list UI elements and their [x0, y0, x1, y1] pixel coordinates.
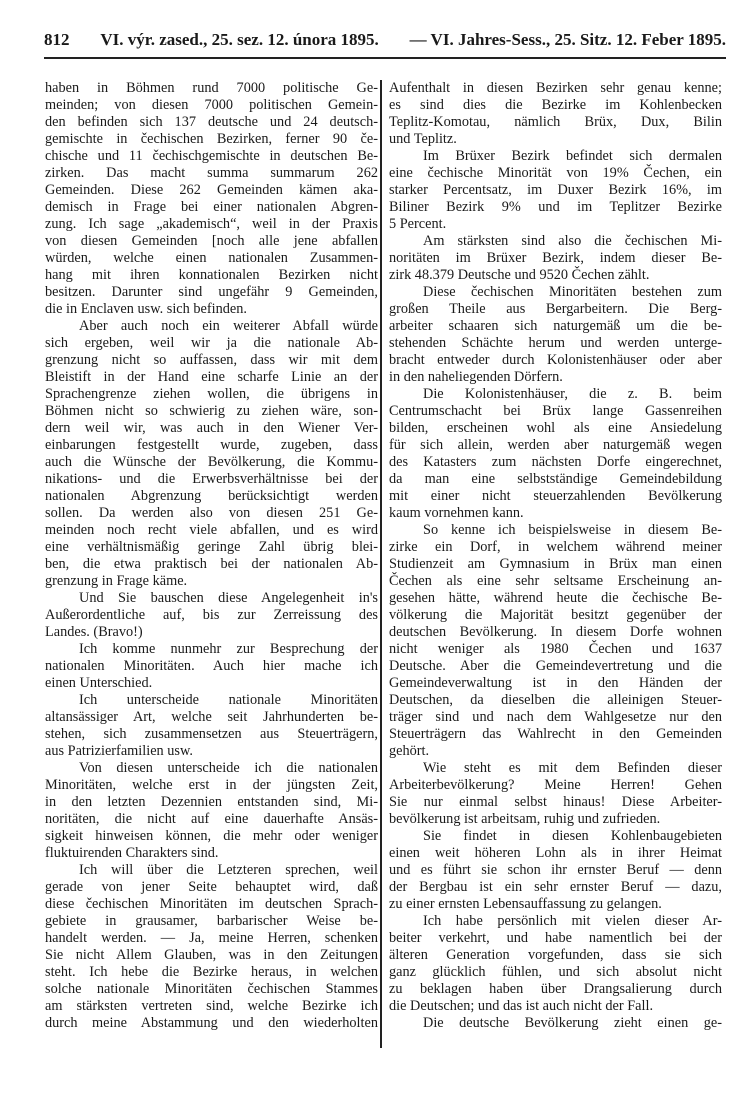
text-line: für sich allein, werden aber naturgemäß wegen: [389, 437, 722, 453]
text-line: demisch in Frage bei einer nationalen Abgren-: [45, 199, 378, 215]
text-line: grenzung in Frage käme.: [45, 573, 188, 589]
paragraph: [45, 318, 378, 590]
text-line: So kenne ich beispielsweise in diesem Be-: [423, 522, 722, 538]
paragraph: [389, 284, 722, 386]
text-line: nicht weniger als 1980 Čechen und 1637: [389, 641, 722, 657]
text-line: bracht entweder durch Kolonistenhäuser oder aber: [389, 352, 722, 368]
right-column: [389, 80, 722, 1032]
text-line: den befinden sich 137 deutsche und 24 deutsch-: [45, 114, 378, 130]
text-line: Centrumschacht bei Brüx lange Gassenreihen: [389, 403, 722, 419]
text-line: zu einer ernsten Lebensauffassung zu gelangen.: [389, 896, 662, 912]
paragraph: [45, 760, 378, 862]
header-rule: [44, 57, 726, 59]
text-line: zirken. Das macht summa summarum 262: [45, 165, 378, 181]
paragraph: [389, 913, 722, 1015]
paragraph: [389, 1015, 722, 1032]
text-line: zirk 48.379 Deutsche und 9520 Čechen zählt.: [389, 267, 650, 283]
text-line: besitzen. Darunter sind ungefähr 9 Gemeinden,: [45, 284, 378, 300]
text-line: Diese čechischen Minoritäten bestehen zum: [423, 284, 722, 300]
text-line: zu beklagen haben über Drangsalierung durch: [389, 981, 722, 997]
text-line: 5 Percent.: [389, 216, 447, 232]
text-line: Deutsche. Aber die Gemeindevertretung und die: [389, 658, 722, 674]
text-line: gebiete in grausamer, barbarischer Weise be-: [45, 913, 378, 929]
text-line: mit einer nicht steuerzahlenden Bevölkerung: [389, 488, 722, 504]
text-line: Wie steht es mit dem Befinden dieser: [423, 760, 722, 776]
text-line: Čechen als eine sehr seltsame Erscheinung an-: [389, 573, 722, 589]
text-line: Außerordentliche auf, bis zur Zerreissung des: [45, 607, 378, 623]
text-line: der Bergbau ist ein sehr ernster Beruf — dazu,: [389, 879, 722, 895]
text-line: Aufenthalt in diesen Bezirken sehr genau kenne;: [389, 80, 722, 96]
text-line: nikations- und die Erwerbsverhältnisse bei der: [45, 471, 378, 487]
paragraph: [389, 522, 722, 760]
header-czech: VI. výr. zased., 25. sez. 12. února 1895.: [100, 30, 379, 49]
text-line: stehen, sich zusammensetzen aus Steuerträgern,: [45, 726, 378, 742]
text-line: von diesen Gemeinden [noch alle jene abfallen: [45, 233, 378, 249]
text-line: da man eine selbstständige Gemeindebildung: [389, 471, 722, 487]
text-line: Aber auch noch ein weiterer Abfall würde: [79, 318, 378, 334]
text-line: Deutschen, da dieselben die alleinigen Steuer-: [389, 692, 722, 708]
text-line: Die Kolonistenhäuser, die z. B. beim: [423, 386, 722, 402]
text-line: einbarungen festgestellt wurde, zugeben, dass: [45, 437, 378, 453]
paragraph: [389, 233, 722, 284]
text-line: Biliner Bezirk 9% und im Teplitzer Bezirke: [389, 199, 722, 215]
text-line: durch meine Abstammung und den wiederholten: [45, 1015, 378, 1031]
text-line: dern weil wir, was auch in den Wiener Ver-: [45, 420, 378, 436]
text-line: Minoritäten, welche erst in der jüngsten Zeit,: [45, 777, 378, 793]
text-line: stehenden Schächte herum und werden unterge-: [389, 335, 722, 351]
text-line: gesehen hätte, während heute die čechische Be-: [389, 590, 722, 606]
text-line: bevölkerung ist arbeitsam, ruhig und zufrieden.: [389, 811, 661, 827]
text-line: steht. Ich hebe die Bezirke heraus, in welchen: [45, 964, 378, 980]
text-line: Sprachengrenze ziehen wollen, die übrigens in: [45, 386, 378, 402]
text-line: deutschen Bevölkerung. In diesem Dorfe wohnen: [389, 624, 722, 640]
paragraph: [389, 148, 722, 233]
text-line: in den letzten Dezennien entstanden sind, Mi-: [45, 794, 378, 810]
text-line: zirke ein Dorf, in welchem während meiner: [389, 539, 722, 555]
text-line: Böhmen nicht so schwierig zu ziehen wäre, son-: [45, 403, 378, 419]
text-line: haben in Böhmen rund 7000 politische Ge-: [45, 80, 378, 96]
text-line: träger sind und nach dem Wahlgesetze nur den: [389, 709, 722, 725]
text-line: grenzung nicht so auffassen, dass wir mit dem: [45, 352, 378, 368]
text-line: und Teplitz.: [389, 131, 457, 147]
text-line: diese čechischen Minoritäten im deutschen Sprach-: [45, 896, 378, 912]
text-line: Die deutsche Bevölkerung zieht einen ge-: [423, 1015, 722, 1031]
left-column: [45, 80, 378, 1032]
text-line: einen weit höheren Lohn als in ihrer Heimat: [389, 845, 722, 861]
text-line: kaum vornehmen kann.: [389, 505, 524, 521]
text-line: solche nationale Minoritäten čechischen Stammes: [45, 981, 378, 997]
text-line: meinden; von diesen 7000 politischen Gemein-: [45, 97, 378, 113]
text-line: eine čechische Minorität von 19% Čechen, ein: [389, 165, 722, 181]
text-line: Studienzeit am Gymnasium in Brüx man einen: [389, 556, 722, 572]
text-line: nationalen Abgrenzung berücksichtigt werden: [45, 488, 378, 504]
text-line: meinden noch recht viele abfallen, und es wird: [45, 522, 378, 538]
text-line: altansässiger Art, welche seit Jahrhunderten be-: [45, 709, 378, 725]
text-line: Am stärksten sind also die čechischen Mi-: [423, 233, 722, 249]
text-line: einen Unterschied.: [45, 675, 153, 691]
text-line: die in Enclaven usw. sich befinden.: [45, 301, 247, 317]
text-line: Gemeinden. Diese 262 Gemeinden kämen aka-: [45, 182, 378, 198]
paragraph: [389, 80, 722, 148]
text-line: Sie nicht Allem Glauben, was in den Zeitungen: [45, 947, 378, 963]
text-line: fluktuirenden Charakters sind.: [45, 845, 219, 861]
paragraph: [389, 828, 722, 913]
paragraph: [45, 590, 378, 641]
paragraph: [45, 692, 378, 760]
text-line: sich ergeben, weil wir ja die nationale Ab-: [45, 335, 378, 351]
text-line: Teplitz-Komotau, nämlich Brüx, Dux, Bilin: [389, 114, 722, 130]
text-line: chische und 11 čechischgemischte in deutschen Be-: [45, 148, 378, 164]
paragraph: [45, 641, 378, 692]
text-line: und es führt sie schon ihr ernster Beruf — denn: [389, 862, 722, 878]
text-line: Arbeiterbevölkerung? Meine Herren! Gehen: [389, 777, 722, 793]
paragraph: [389, 386, 722, 522]
text-line: Und Sie bauschen diese Angelegenheit in's: [79, 590, 378, 606]
text-line: Ich unterscheide nationale Minoritäten: [79, 692, 378, 708]
text-line: in den naheliegenden Dörfern.: [389, 369, 563, 385]
text-line: auch die Wünsche der Bevölkerung, die Kommu-: [45, 454, 378, 470]
text-line: es sind dies die Bezirke im Kohlenbecken: [389, 97, 722, 113]
text-line: Gemeindeverwaltung ist in den Händen der: [389, 675, 722, 691]
text-line: die Deutschen; und das ist auch nicht der Fall.: [389, 998, 654, 1014]
text-line: Im Brüxer Bezirk befindet sich dermalen: [423, 148, 722, 164]
text-line: ganz glücklich fühlen, und sich absolut nicht: [389, 964, 722, 980]
text-line: Sie findet in diesen Kohlenbaugebieten: [423, 828, 722, 844]
header-german: — VI. Jahres-Sess., 25. Sitz. 12. Feber 1895.: [409, 30, 726, 49]
text-line: Von diesen unterscheide ich die nationalen: [79, 760, 378, 776]
text-line: noritäten, die nicht auf eine dauerhafte Ansäs-: [45, 811, 378, 827]
text-line: beiter verkehrt, und habe namentlich bei der: [389, 930, 722, 946]
text-line: nationalen Minoritäten. Auch hier mache ich: [45, 658, 378, 674]
text-line: des Katasters zum nächsten Dorfe eingerechnet,: [389, 454, 722, 470]
text-line: würden, welche einen nationalen Zusammen-: [45, 250, 378, 266]
text-line: gerade von jener Seite behauptet wird, daß: [45, 879, 378, 895]
text-line: noritäten im Brüxer Bezirk, indem dieser Be-: [389, 250, 722, 266]
text-line: gemischte in čechischen Bezirken, ferner 90 če-: [45, 131, 378, 147]
text-line: großen Theile aus Bergarbeitern. Die Berg-: [389, 301, 722, 317]
text-line: hang mit ihren konnationalen Bezirken nicht: [45, 267, 378, 283]
text-line: Ich will über die Letzteren sprechen, weil: [79, 862, 378, 878]
text-line: eine verhältnismäßig geringe Zahl übrig blei-: [45, 539, 378, 555]
text-line: arbeiter schaaren sich naturgemäß um die be-: [389, 318, 722, 334]
text-line: gehört.: [389, 743, 430, 759]
text-line: Ich habe persönlich mit vielen dieser Ar-: [423, 913, 722, 929]
text-line: völkerung die Majorität besitzt gegenüber der: [389, 607, 722, 623]
paragraph: [45, 80, 378, 318]
paragraph: [389, 760, 722, 828]
page-number: 812: [44, 30, 70, 49]
text-line: Sie nur einmal selbst hinaus! Diese Arbeiter-: [389, 794, 722, 810]
text-line: älteren Generation vorgefunden, dass sie sich: [389, 947, 722, 963]
text-line: bilden, erscheinen wohl als eine Ansiedelung: [389, 420, 722, 436]
text-line: am stärksten vertreten sind, welche Bezirke ich: [45, 998, 378, 1014]
text-line: Ich komme nunmehr zur Besprechung der: [79, 641, 378, 657]
text-line: starker Percentsatz, im Duxer Bezirk 16%, im: [389, 182, 722, 198]
text-line: zung. Ich sage „akademisch“, weil in der Praxis: [45, 216, 378, 232]
page-header: [44, 30, 726, 52]
text-line: Landes. (Bravo!): [45, 624, 143, 640]
text-line: handelt werden. — Ja, meine Herren, schenken: [45, 930, 378, 946]
paragraph: [45, 862, 378, 1032]
text-line: sollen. Da werden also von diesen 251 Ge-: [45, 505, 378, 521]
text-line: sigkeit hinweisen können, die mehr oder weniger: [45, 828, 378, 844]
text-line: ben, die etwa praktisch bei der nationalen Ab-: [45, 556, 378, 572]
text-line: aus Patrizierfamilien usw.: [45, 743, 193, 759]
text-line: Steuerträgern das Wahlrecht in den Gemeinden: [389, 726, 722, 742]
text-line: Bleistift in der Hand eine scharfe Linie an der: [45, 369, 378, 385]
column-divider: [380, 80, 382, 1048]
